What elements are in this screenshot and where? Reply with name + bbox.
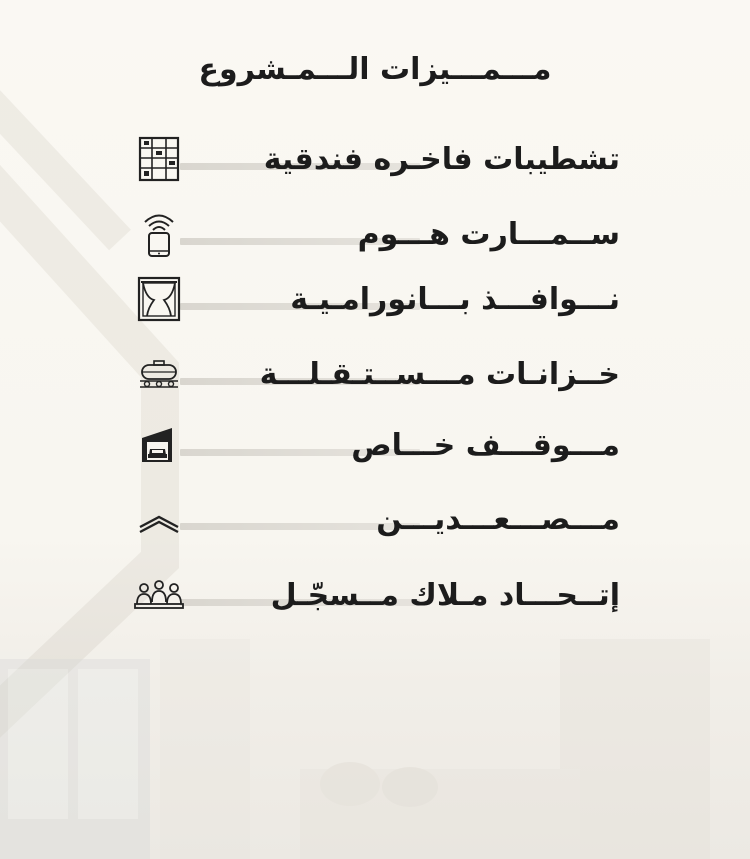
feature-item-owners-union: [130, 568, 620, 628]
feature-item-smart-home: [130, 207, 620, 267]
meeting-people-icon: [136, 572, 182, 618]
feature-label: مـــصـــعـــديـــن: [376, 502, 620, 537]
page-title-text: مـــمـــيزات الـــمـشروع: [198, 52, 552, 87]
building-icon: [136, 136, 182, 182]
water-tank-icon: [136, 351, 182, 397]
feature-label: مـــوقـــف خـــاص: [351, 428, 620, 463]
feature-label: ســمـــارت هـــوم: [357, 217, 620, 252]
feature-label: تشطيبات فاخـره فندقية: [263, 142, 620, 177]
feature-item-water-tanks: [130, 347, 620, 407]
elevator-chevron-icon: [136, 496, 182, 542]
feature-label: نـــوافـــذ بـــانورامـيـة: [290, 282, 620, 317]
feature-item-private-parking: [130, 418, 620, 478]
garage-car-icon: [136, 422, 182, 468]
smartphone-wifi-icon: [136, 211, 182, 257]
window-curtains-icon: [136, 276, 182, 322]
feature-label: خــزانـات مـــســتـقـلـــة: [259, 357, 620, 392]
feature-label: إتــحـــاد مـلاك مــسجّـل: [270, 578, 620, 613]
feature-item-panoramic-windows: [130, 272, 620, 332]
feature-item-elevators: [130, 492, 620, 552]
feature-item-hotel-finishes: [130, 132, 620, 192]
